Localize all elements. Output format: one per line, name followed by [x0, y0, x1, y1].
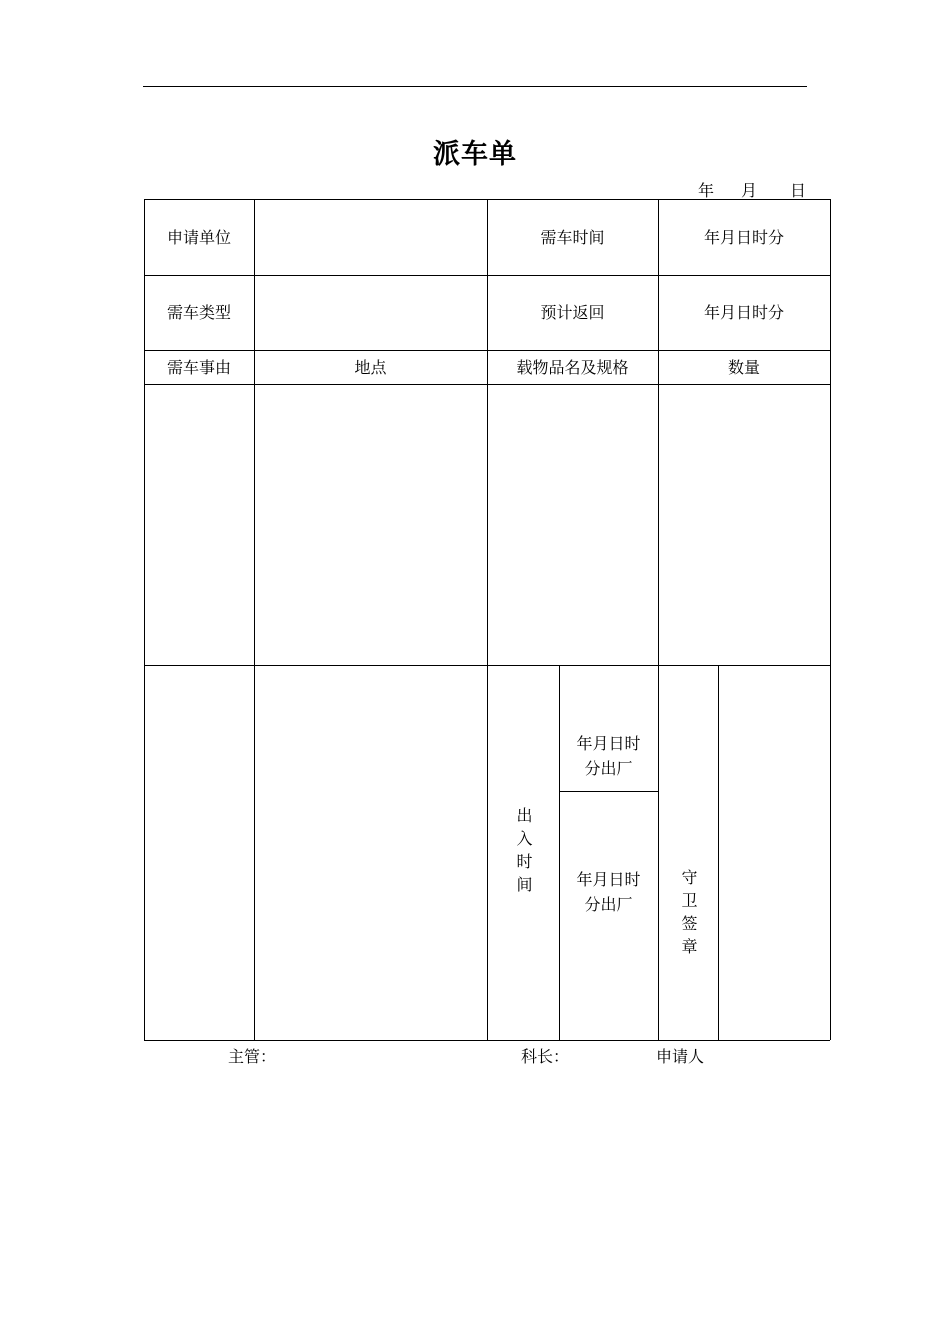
applicant-unit-label: 申请单位: [166, 227, 231, 247]
location-field[interactable]: [254, 384, 487, 665]
inout-time-label: 出入时间: [514, 806, 533, 899]
required-time-label: 需车时间: [540, 227, 605, 247]
table-border-bottom: [144, 1040, 830, 1041]
vehicle-type-field[interactable]: [254, 275, 487, 350]
guard-signature-label: 守卫签章: [679, 869, 698, 961]
supervisor-label: 主管：: [228, 1047, 277, 1066]
exit-time-1[interactable]: 年月日时 分出厂: [576, 733, 641, 778]
applicant-label: 申请人: [656, 1047, 705, 1066]
page-title: 派车单: [433, 139, 517, 170]
quantity-header: 数量: [727, 357, 760, 377]
reason-field[interactable]: [144, 384, 254, 665]
cargo-field[interactable]: [487, 384, 658, 665]
location-header: 地点: [354, 357, 387, 377]
quantity-field[interactable]: [658, 384, 830, 665]
guard-signature-field[interactable]: [718, 665, 830, 1040]
applicant-unit-field[interactable]: [254, 199, 487, 275]
cargo-header: 载物品名及规格: [516, 357, 629, 377]
expected-return-field[interactable]: 年月日时分: [703, 303, 784, 322]
table-border-right: [830, 199, 831, 1040]
vehicle-type-label: 需车类型: [166, 303, 231, 322]
exit-time-2[interactable]: 年月日时 分出厂: [576, 869, 641, 914]
date-month-label: 月: [741, 181, 758, 200]
section-chief-label: 科长：: [521, 1047, 570, 1066]
date-year-label: 年: [698, 181, 715, 200]
required-time-field[interactable]: 年月日时分: [703, 227, 784, 247]
date-day-label: 日: [790, 181, 807, 200]
reason-header: 需车事由: [166, 357, 231, 377]
expected-return-label: 预计返回: [540, 303, 605, 322]
reason-field-extra[interactable]: [144, 665, 254, 1040]
location-field-extra[interactable]: [254, 665, 487, 1040]
